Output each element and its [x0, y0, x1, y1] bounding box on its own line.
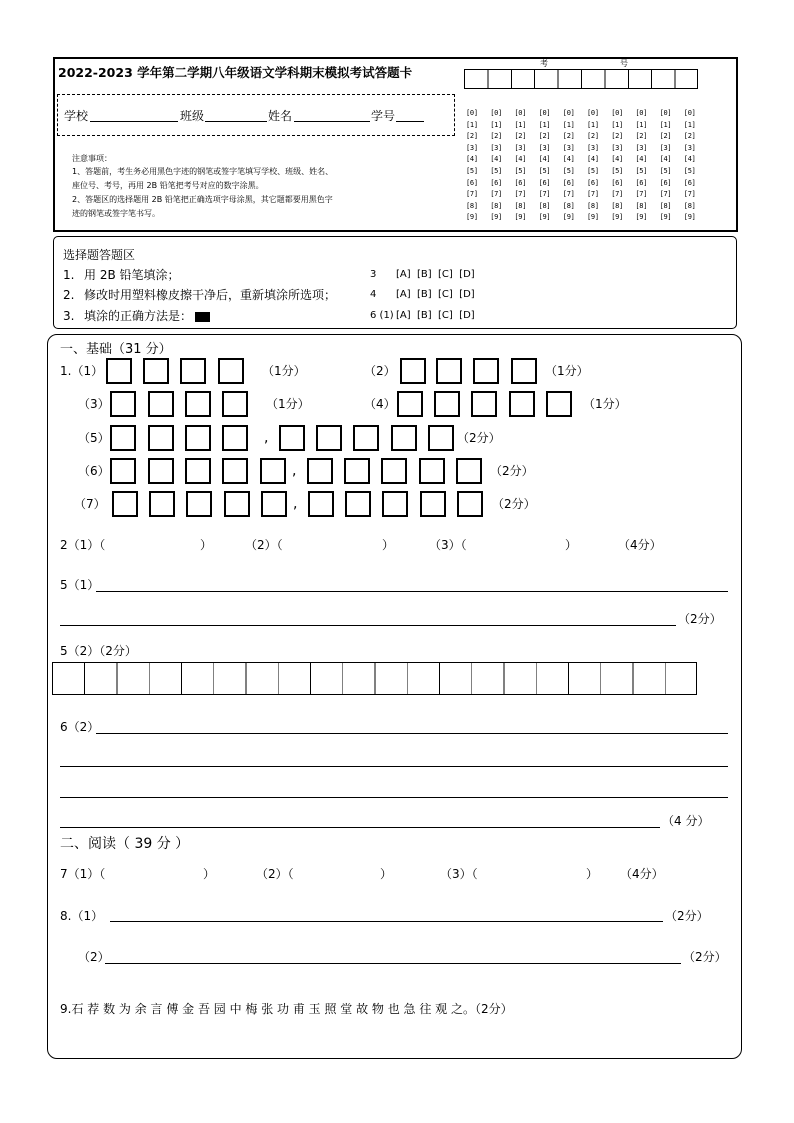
exam-no-bubble[interactable]: [1] — [514, 120, 527, 129]
notes-title: 注意事项： — [72, 154, 112, 163]
exam-no-bubble[interactable]: [9] — [538, 213, 551, 222]
char-box[interactable] — [110, 391, 136, 417]
exam-no-label-2: 号 — [620, 59, 628, 68]
exam-no-bubble[interactable]: [9] — [514, 213, 527, 222]
char-box[interactable] — [148, 391, 174, 417]
exam-no-bubble[interactable]: [1] — [538, 120, 551, 129]
exam-no-bubble[interactable]: [2] — [587, 132, 599, 141]
exam-no-bubble[interactable]: [1] — [659, 120, 672, 129]
char-box[interactable] — [471, 391, 497, 417]
exam-no-bubble[interactable]: [8] — [611, 201, 623, 210]
q1-2-score: （1分） — [545, 364, 589, 378]
exam-no-bubble[interactable]: [7] — [635, 190, 648, 199]
note-line: 座位号、考号，再用 2B 铅笔把考号对应的数字涂黑。 — [72, 181, 264, 190]
char-box[interactable] — [106, 358, 132, 384]
char-box[interactable] — [260, 458, 286, 484]
char-box[interactable] — [222, 458, 248, 484]
q7-part2-open: （2）（ — [256, 867, 294, 881]
q6-2-score: （4 分） — [662, 814, 710, 828]
name-label: 姓名 — [268, 109, 293, 123]
answer-line[interactable] — [60, 827, 660, 828]
exam-no-bubble[interactable]: [9] — [635, 213, 648, 222]
exam-no-bubble[interactable]: [3] — [562, 143, 575, 152]
exam-no-bubble[interactable]: [5] — [659, 167, 672, 175]
exam-no-bubble[interactable]: [7] — [587, 190, 599, 199]
char-box[interactable] — [222, 425, 248, 451]
exam-no-bubble[interactable]: [4] — [490, 155, 502, 164]
exam-no-bubble[interactable]: [5] — [611, 167, 623, 175]
exam-no-bubble[interactable]: [3] — [659, 143, 672, 152]
char-box[interactable] — [382, 491, 408, 517]
exam-no-bubble[interactable]: [3] — [466, 143, 478, 152]
q5-1-score: （2分） — [678, 612, 722, 626]
q1-4-score: （1分） — [583, 397, 627, 411]
char-box[interactable] — [112, 491, 138, 517]
exam-no-bubble[interactable]: [6] — [635, 178, 648, 187]
answer-line[interactable] — [110, 921, 663, 922]
choice-item-num: 6 (1) — [370, 310, 394, 321]
q1-3-score: （1分） — [266, 397, 310, 411]
exam-no-bubble[interactable]: [8] — [538, 201, 551, 210]
exam-no-bubble[interactable]: [5] — [587, 167, 599, 175]
filled-sample-mark — [195, 312, 210, 322]
instruction-text: 用 2B 铅笔填涂； — [84, 268, 180, 282]
char-box[interactable] — [148, 458, 174, 484]
answer-line[interactable] — [60, 766, 728, 767]
exam-no-bubble[interactable]: [7] — [514, 190, 527, 199]
char-box[interactable] — [511, 358, 537, 384]
exam-no-bubble[interactable]: [4] — [587, 155, 599, 164]
char-box[interactable] — [307, 458, 333, 484]
exam-no-bubble[interactable]: [3] — [587, 143, 599, 152]
exam-no-bubble[interactable]: [3] — [490, 143, 502, 152]
q1-1-score: （1分） — [262, 364, 306, 378]
exam-no-bubble[interactable]: [4] — [635, 155, 648, 164]
exam-no-bubble[interactable]: [8] — [562, 201, 575, 210]
exam-no-bubble[interactable]: [8] — [683, 201, 696, 210]
exam-no-bubble[interactable]: [4] — [683, 155, 696, 164]
exam-no-bubble[interactable]: [5] — [490, 167, 502, 175]
char-box[interactable] — [143, 358, 169, 384]
char-box[interactable] — [397, 391, 423, 417]
char-box[interactable] — [546, 391, 572, 417]
note-line: 1、答题前，考生务必用黑色字迹的钢笔或签字笔填写学校、班级、姓名、 — [72, 167, 334, 176]
char-box[interactable] — [381, 458, 407, 484]
char-box[interactable] — [316, 425, 342, 451]
choice-item-options[interactable]: [A] [B] [C] [D] — [396, 269, 475, 280]
char-box[interactable] — [434, 391, 460, 417]
q1-1-label: 1.（1） — [60, 364, 104, 378]
choice-item-options[interactable]: [A] [B] [C] [D] — [396, 310, 475, 321]
exam-no-bubble[interactable]: [4] — [538, 155, 551, 164]
choice-item-num: 3 — [370, 269, 377, 280]
exam-no-label-1: 考 — [540, 59, 548, 68]
char-box[interactable] — [222, 391, 248, 417]
exam-no-bubble[interactable]: [8] — [514, 201, 527, 210]
q2-part1-close: ） — [200, 538, 213, 552]
exam-no-bubble[interactable]: [0] — [490, 109, 502, 117]
q1-3-label: （3） — [78, 397, 110, 411]
q2-part2-open: （2）（ — [245, 538, 283, 552]
char-box[interactable] — [261, 491, 287, 517]
q2-score: （4分） — [618, 538, 662, 552]
exam-no-bubble[interactable]: [0] — [466, 109, 478, 117]
exam-no-bubble[interactable]: [3] — [538, 143, 551, 152]
char-box[interactable] — [391, 425, 417, 451]
char-box[interactable] — [436, 358, 462, 384]
class-field[interactable] — [205, 121, 267, 122]
instruction-num: 3. — [63, 309, 75, 323]
q5-1-label: 5（1） — [60, 578, 100, 592]
char-box[interactable] — [473, 358, 499, 384]
q2-part3-open: （3）（ — [429, 538, 467, 552]
exam-no-bubble[interactable]: [0] — [683, 109, 696, 117]
char-box[interactable] — [420, 491, 446, 517]
exam-no-bubble[interactable]: [0] — [562, 109, 575, 117]
q2-part3-close: ） — [565, 538, 578, 552]
instruction-num: 2. — [63, 288, 75, 302]
exam-no-bubble[interactable]: [5] — [562, 167, 575, 175]
answer-line[interactable] — [60, 625, 676, 626]
q7-part3-close: ） — [586, 867, 599, 881]
q8-1-label: 8.（1） — [60, 909, 104, 923]
q7-part1-close: ） — [203, 867, 216, 881]
comma: , — [292, 463, 297, 479]
answer-line[interactable] — [96, 591, 728, 592]
exam-no-bubble[interactable]: [2] — [514, 132, 527, 141]
char-box[interactable] — [457, 491, 483, 517]
char-box[interactable] — [345, 491, 371, 517]
exam-no-bubble[interactable]: [9] — [490, 213, 502, 222]
exam-no-bubble[interactable]: [9] — [683, 213, 696, 222]
exam-no-bubble[interactable]: [7] — [490, 190, 502, 199]
note-line: 2、答题区的选择题用 2B 铅笔把正确选项字母涂黑，其它题都要用黑色字 — [72, 195, 333, 204]
exam-no-bubble[interactable]: [6] — [490, 178, 502, 187]
exam-no-bubble[interactable]: [0] — [587, 109, 599, 117]
choice-title: 选择题答题区 — [63, 248, 136, 262]
q7-part1-open: 7（1）（ — [60, 867, 106, 881]
exam-no-bubble[interactable]: [5] — [635, 167, 648, 175]
school-label: 学校 — [64, 109, 89, 123]
q1-5-label: （5） — [78, 431, 110, 445]
char-box[interactable] — [180, 358, 206, 384]
exam-no-bubble[interactable]: [0] — [635, 109, 648, 117]
q1-7-label: （7） — [74, 497, 106, 511]
char-box[interactable] — [224, 491, 250, 517]
q6-2-label: 6（2） — [60, 720, 100, 734]
exam-no-bubble[interactable]: [7] — [659, 190, 672, 199]
student-no-field[interactable] — [396, 121, 424, 122]
char-box[interactable] — [218, 358, 244, 384]
exam-no-bubble[interactable]: [9] — [562, 213, 575, 222]
exam-no-bubble[interactable]: [2] — [683, 132, 696, 141]
instruction-text: 修改时用塑料橡皮擦干净后，重新填涂所选项； — [84, 288, 337, 302]
exam-no-bubble[interactable]: [7] — [562, 190, 575, 199]
char-box[interactable] — [509, 391, 535, 417]
char-box[interactable] — [428, 425, 454, 451]
exam-no-bubble[interactable]: [0] — [611, 109, 623, 117]
exam-no-bubble[interactable]: [4] — [611, 155, 623, 164]
page-title: 2022-2023 学年第二学期八年级语文学科期末模拟考试答题卡 — [58, 65, 413, 80]
exam-no-bubble[interactable]: [3] — [683, 143, 696, 152]
exam-no-bubble[interactable]: [0] — [659, 109, 672, 117]
exam-no-bubble[interactable]: [4] — [466, 155, 478, 164]
exam-no-bubble[interactable]: [9] — [587, 213, 599, 222]
note-line: 迹的钢笔或签字笔书写。 — [72, 209, 160, 218]
section2-title: 二、阅读（ 39 分 ） — [60, 836, 190, 852]
exam-no-bubble[interactable]: [5] — [514, 167, 527, 175]
class-label: 班级 — [180, 109, 205, 123]
exam-no-bubble[interactable]: [1] — [490, 120, 502, 129]
char-box[interactable] — [353, 425, 379, 451]
exam-no-bubble[interactable]: [4] — [562, 155, 575, 164]
exam-no-bubble[interactable]: [2] — [562, 132, 575, 141]
char-box[interactable] — [456, 458, 482, 484]
char-box[interactable] — [279, 425, 305, 451]
q1-5-score: （2分） — [457, 431, 501, 445]
q1-6-label: （6） — [78, 464, 110, 478]
exam-no-bubble[interactable]: [2] — [659, 132, 672, 141]
answer-line[interactable] — [105, 963, 681, 964]
exam-no-bubble[interactable]: [6] — [683, 178, 696, 187]
exam-no-bubble[interactable]: [6] — [587, 178, 599, 187]
exam-no-bubble[interactable]: [6] — [562, 178, 575, 187]
exam-no-bubble[interactable]: [2] — [466, 132, 478, 141]
exam-no-bubble[interactable]: [1] — [611, 120, 623, 129]
exam-no-bubble[interactable]: [2] — [490, 132, 502, 141]
q7-score: （4分） — [620, 867, 664, 881]
answer-line[interactable] — [96, 733, 728, 734]
answer-line[interactable] — [60, 797, 728, 798]
char-box[interactable] — [185, 425, 211, 451]
char-box[interactable] — [400, 358, 426, 384]
q5-2-label: 5（2）（2分） — [60, 644, 137, 658]
exam-no-bubble[interactable]: [2] — [611, 132, 623, 141]
char-box[interactable] — [148, 425, 174, 451]
exam-no-boxes[interactable] — [464, 69, 698, 89]
exam-no-bubble[interactable]: [8] — [635, 201, 648, 210]
exam-no-bubble[interactable]: [7] — [683, 190, 696, 199]
exam-no-bubble[interactable]: [9] — [611, 213, 623, 222]
comma: , — [293, 496, 298, 512]
char-box[interactable] — [185, 391, 211, 417]
exam-no-bubble[interactable]: [3] — [514, 143, 527, 152]
char-box[interactable] — [110, 458, 136, 484]
exam-no-bubble[interactable]: [0] — [514, 109, 527, 117]
choice-item-options[interactable]: [A] [B] [C] [D] — [396, 289, 475, 300]
exam-no-bubble[interactable]: [1] — [587, 120, 599, 129]
student-info-box — [57, 94, 455, 136]
q7-part3-open: （3）（ — [440, 867, 478, 881]
exam-no-bubble[interactable]: [8] — [466, 201, 478, 210]
char-box[interactable] — [149, 491, 175, 517]
q1-4-label: （4） — [364, 397, 396, 411]
exam-no-bubble[interactable]: [8] — [659, 201, 672, 210]
q8-2-label: （2） — [78, 950, 110, 964]
q2-part2-close: ） — [382, 538, 395, 552]
exam-no-bubble[interactable]: [6] — [611, 178, 623, 187]
exam-no-bubble[interactable]: [3] — [611, 143, 623, 152]
exam-no-bubble[interactable]: [5] — [683, 167, 696, 175]
name-field[interactable] — [294, 121, 370, 122]
char-box[interactable] — [419, 458, 445, 484]
q8-1-score: （2分） — [665, 909, 709, 923]
q1-2-label: （2） — [364, 364, 396, 378]
comma: , — [264, 430, 269, 446]
exam-no-bubble[interactable]: [1] — [635, 120, 648, 129]
exam-no-bubble[interactable]: [4] — [659, 155, 672, 164]
exam-no-bubble[interactable]: [7] — [538, 190, 551, 199]
char-box[interactable] — [186, 491, 212, 517]
exam-no-bubble[interactable]: [2] — [538, 132, 551, 141]
q7-part2-close: ） — [380, 867, 393, 881]
exam-no-bubble[interactable]: [6] — [466, 178, 478, 187]
exam-no-bubble[interactable]: [7] — [466, 190, 478, 199]
exam-no-bubble[interactable]: [7] — [611, 190, 623, 199]
exam-no-bubble[interactable]: [9] — [466, 213, 478, 222]
exam-no-bubble[interactable]: [4] — [514, 155, 527, 164]
q2-part1-open: 2（1）（ — [60, 538, 106, 552]
q9-text: 9.石 荐 数 为 余 言 傅 金 吾 园 中 梅 张 功 甫 玉 照 堂 故 物 也 急 往 观 之。（2分） — [60, 1002, 513, 1016]
instruction-num: 1. — [63, 268, 75, 282]
exam-no-bubble[interactable]: [1] — [466, 120, 478, 129]
school-field[interactable] — [90, 121, 178, 122]
exam-no-bubble[interactable]: [6] — [514, 178, 527, 187]
exam-no-bubble[interactable]: [5] — [538, 167, 551, 175]
q8-2-score: （2分） — [683, 950, 727, 964]
exam-no-bubble[interactable]: [8] — [587, 201, 599, 210]
instruction-text: 填涂的正确方法是： — [84, 309, 193, 323]
student-no-label: 学号 — [371, 109, 396, 123]
writing-grid[interactable] — [52, 662, 697, 695]
char-box[interactable] — [185, 458, 211, 484]
exam-no-bubble[interactable]: [2] — [635, 132, 648, 141]
section1-title: 一、基础（31 分） — [60, 342, 172, 357]
exam-no-bubble[interactable]: [3] — [635, 143, 648, 152]
exam-no-bubble[interactable]: [9] — [659, 213, 672, 222]
choice-item-num: 4 — [370, 289, 377, 300]
q1-6-score: （2分） — [490, 464, 534, 478]
q1-7-score: （2分） — [492, 497, 536, 511]
exam-no-bubble[interactable]: [6] — [538, 178, 551, 187]
exam-no-bubble[interactable]: [1] — [683, 120, 696, 129]
exam-no-bubble[interactable]: [8] — [490, 201, 502, 210]
char-box[interactable] — [110, 425, 136, 451]
char-box[interactable] — [344, 458, 370, 484]
exam-no-bubble[interactable]: [5] — [466, 167, 478, 175]
exam-no-bubble[interactable]: [0] — [538, 109, 551, 117]
char-box[interactable] — [308, 491, 334, 517]
exam-no-bubble[interactable]: [6] — [659, 178, 672, 187]
exam-no-bubble[interactable]: [1] — [562, 120, 575, 129]
